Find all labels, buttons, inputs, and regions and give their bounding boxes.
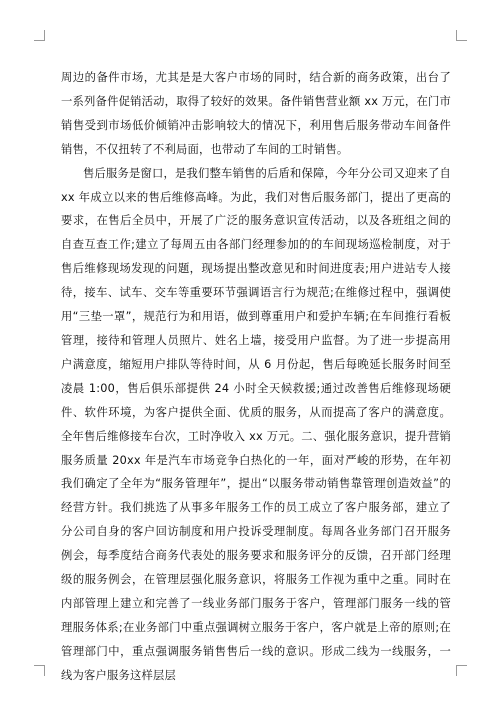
paragraph-after-sales-service: 售后服务是窗口，是我们整车销售的后盾和保障，今年分公司又迎来了自 xx 年成立以来的售后维修高峰。为此，我们对售后服务部门，提出了更高的要求，在售后全员中，开展了广泛的服务意识宣传活动，以及各班组之间的自查互查工作;建立了每周五由各部门经理参加的的车间现场巡检制度，对于售后维修现场发现的问题，现场提出整改意见和时间进度表;用户进站专人接待，接车、试车、交车等重要环节强调语言行为规范;在维修过程中，强调使用“三垫一罩”，规范行为和用语，做到尊重用户和爱护车辆;在车间推行看板管理，接待和管理人员照片、姓名上墙，接受用户监督。为了进一步提高用户满意度，缩短用户排队等待时间，从 6 月份起，售后每晚延长服务时间至凌晨 1:00，售后俱乐部提供 24 小时全天候救援;通过改善售后维修现场硬件、软件环境，为客户提供全面、优质的服务，从而提高了客户的满意度。全年售后维修接车台次，工时净收入 xx 万元。二、强化服务意识，提升营销服务质量 20xx 年是汽车市场竞争白热化的一年，面对严峻的形势，在年初我们确定了全年为“服务管理年”，提出“以服务带动销售靠管理创造效益”的经营方针。我们挑选了从事多年服务工作的员工成立了客户服务部，建立了分公司自身的客户回访制度和用户投诉受理制度。每周各业务部门召开服务例会，每季度结合商务代表处的服务要求和服务评分的反馈，召开部门经理级的服务例会，在管理层强化服务意识，将服务工作视为重中之重。同时在内部管理上建立和完善了一线业务部门服务于客户，管理部门服务一线的管理服务体系;在业务部门中重点强调树立服务于客户，客户就是上帝的原则;在管理部门中，重点强调服务销售售后一线的意识。形成二线为一线服务，一线为客户服务这样层层 [61,166,451,682]
bottom-right-crop-mark [456,665,467,676]
document-body [61,66,451,688]
paragraph-continuation: 周边的备件市场，尤其是是大客户市场的同时，结合新的商务政策，出台了一系列备件促销活动，取得了较好的效果。备件销售营业额 xx 万元，在门市销售受到市场低价倾销冲击影响较大的情况下，利用售后服务带动车间备件销售，不仅扭转了不利局面，也带动了车间的工时销售。 [61,71,451,156]
top-left-crop-mark [34,30,45,41]
bottom-left-crop-mark [34,665,45,676]
top-right-crop-mark [456,30,467,41]
